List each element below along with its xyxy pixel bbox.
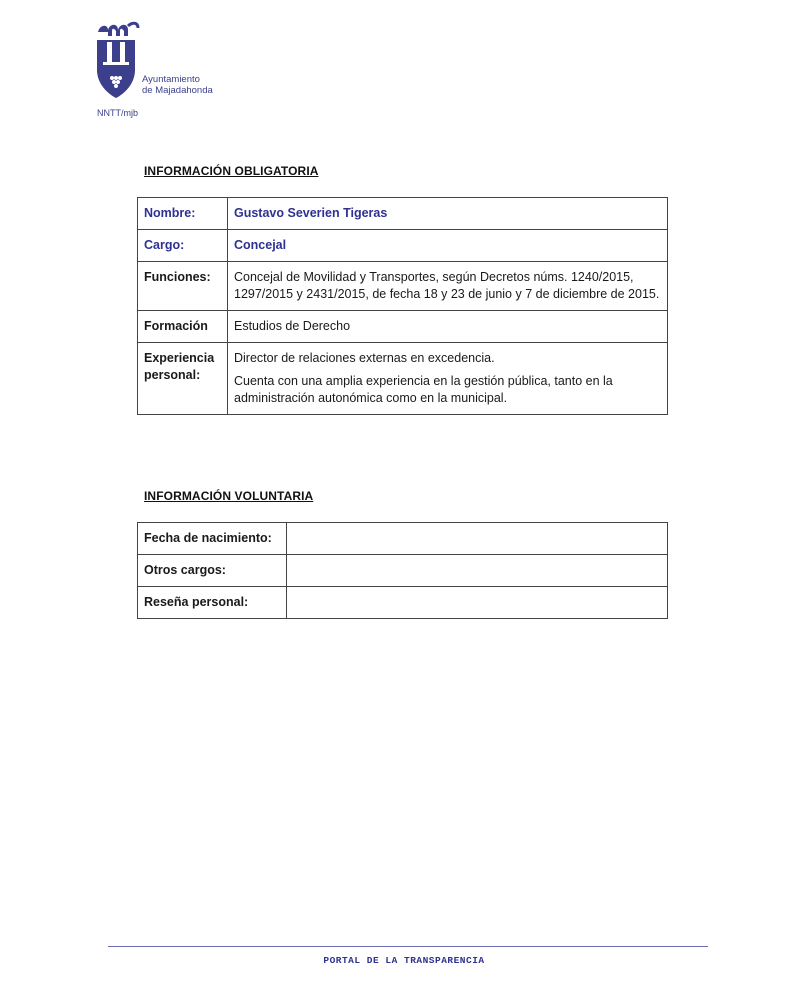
position-label: Cargo:: [138, 230, 228, 262]
birth-date-label: Fecha de nacimiento:: [138, 523, 287, 555]
experience-value: [228, 343, 668, 415]
functions-value: Concejal de Movilidad y Transportes, según Decretos núms. 1240/2015, 1297/2015 y 2431/2015, de fecha 18 y 23 de junio y 7 de diciembre de 2015.: [228, 262, 668, 311]
coat-of-arms-icon: [94, 20, 142, 100]
mandatory-info-table: [137, 197, 668, 415]
footer-text: PORTAL DE LA TRANSPARENCIA: [323, 955, 485, 966]
mandatory-section-title: INFORMACIÓN OBLIGATORIA: [144, 164, 319, 178]
logo-text-line2: de Majadahonda: [142, 85, 213, 96]
table-row: [138, 311, 668, 343]
personal-review-label: Reseña personal:: [138, 587, 287, 619]
position-value: Concejal: [228, 230, 668, 262]
name-value: Gustavo Severien Tigeras: [228, 198, 668, 230]
education-value: Estudios de Derecho: [228, 311, 668, 343]
table-row: [138, 587, 668, 619]
experience-paragraph-1: Director de relaciones externas en excedencia.: [234, 351, 495, 365]
logo-text-line1: Ayuntamiento: [142, 74, 200, 85]
birth-date-value: [287, 523, 668, 555]
name-label: Nombre:: [138, 198, 228, 230]
functions-label: Funciones:: [138, 262, 228, 311]
municipal-logo: [94, 20, 224, 102]
footer-divider: [108, 946, 708, 947]
voluntary-section-title: INFORMACIÓN VOLUNTARIA: [144, 489, 314, 503]
other-positions-value: [287, 555, 668, 587]
personal-review-value: [287, 587, 668, 619]
table-row: [138, 198, 668, 230]
other-positions-label: Otros cargos:: [138, 555, 287, 587]
table-row: [138, 555, 668, 587]
table-row: [138, 262, 668, 311]
logo-text: [142, 74, 213, 96]
experience-paragraph-2: Cuenta con una amplia experiencia en la gestión pública, tanto en la administración autonómica como en la municipal.: [234, 374, 613, 405]
voluntary-info-table: [137, 522, 668, 619]
education-label: Formación: [138, 311, 228, 343]
table-row: [138, 343, 668, 415]
table-row: [138, 523, 668, 555]
table-row: [138, 230, 668, 262]
document-reference: NNTT/mjb: [97, 108, 138, 118]
experience-label: Experiencia personal:: [138, 343, 228, 415]
